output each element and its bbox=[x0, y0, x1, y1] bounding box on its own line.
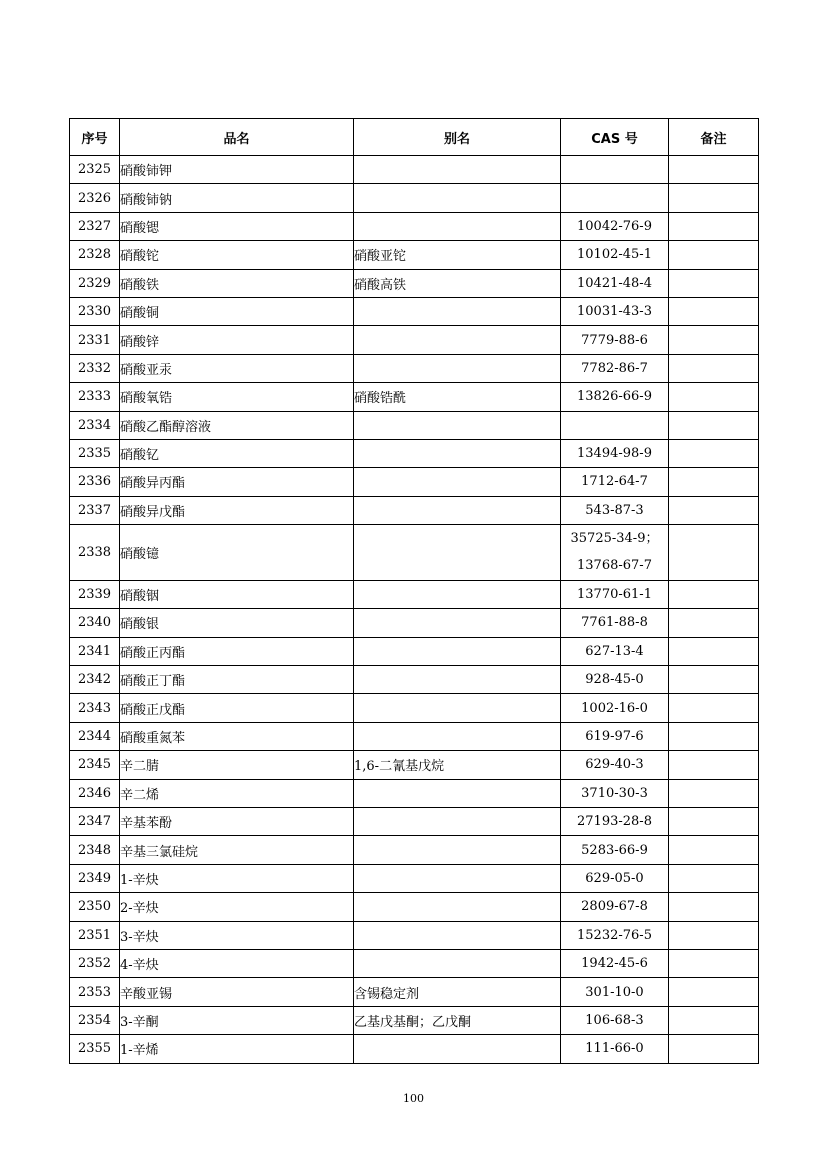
table-row bbox=[70, 779, 759, 807]
cell-alias: 硝酸锆酰 bbox=[354, 383, 561, 411]
cell-name: 硝酸银 bbox=[120, 609, 354, 637]
cell-alias bbox=[354, 1035, 561, 1063]
cell-no: 2338 bbox=[70, 525, 120, 581]
cell-name: 辛基三氯硅烷 bbox=[120, 836, 354, 864]
cell-alias bbox=[354, 609, 561, 637]
cell-cas bbox=[561, 326, 669, 354]
table-row bbox=[70, 722, 759, 750]
cell-cas bbox=[561, 779, 669, 807]
header-no: 序号 bbox=[70, 119, 120, 156]
cell-cas bbox=[561, 893, 669, 921]
cell-cas bbox=[561, 496, 669, 524]
cell-note bbox=[669, 184, 759, 212]
cell-note bbox=[669, 297, 759, 325]
cell-no: 2353 bbox=[70, 978, 120, 1006]
cell-name: 硝酸铈钾 bbox=[120, 156, 354, 184]
cell-name: 硝酸正戊酯 bbox=[120, 694, 354, 722]
cell-no: 2339 bbox=[70, 580, 120, 608]
cell-name: 辛二腈 bbox=[120, 751, 354, 779]
cell-name: 2-辛炔 bbox=[120, 893, 354, 921]
header-note: 备注 bbox=[669, 119, 759, 156]
cell-alias: 硝酸亚铊 bbox=[354, 241, 561, 269]
table-row bbox=[70, 808, 759, 836]
cell-alias bbox=[354, 722, 561, 750]
cas-number: 2809-67-8 bbox=[581, 899, 648, 915]
cas-number: 629-05-0 bbox=[585, 870, 644, 886]
cell-cas bbox=[561, 609, 669, 637]
cell-note bbox=[669, 354, 759, 382]
cas-number: 27193-28-8 bbox=[577, 814, 652, 830]
cell-cas bbox=[561, 354, 669, 382]
cell-cas bbox=[561, 694, 669, 722]
cell-no: 2325 bbox=[70, 156, 120, 184]
cell-alias bbox=[354, 297, 561, 325]
cell-cas bbox=[561, 241, 669, 269]
cas-number: 13826-66-9 bbox=[577, 389, 652, 405]
cas-number: 543-87-3 bbox=[585, 502, 644, 518]
cell-cas bbox=[561, 808, 669, 836]
table-row bbox=[70, 893, 759, 921]
cas-number: 1942-45-6 bbox=[581, 956, 648, 972]
cell-cas bbox=[561, 383, 669, 411]
cell-name: 硝酸氧锆 bbox=[120, 383, 354, 411]
cell-no: 2330 bbox=[70, 297, 120, 325]
cell-name: 硝酸亚汞 bbox=[120, 354, 354, 382]
cell-no: 2355 bbox=[70, 1035, 120, 1063]
cell-note bbox=[669, 893, 759, 921]
table-row bbox=[70, 751, 759, 779]
cell-no: 2354 bbox=[70, 1006, 120, 1034]
table-row bbox=[70, 637, 759, 665]
cas-number: 301-10-0 bbox=[585, 984, 644, 1000]
cell-name: 硝酸铁 bbox=[120, 269, 354, 297]
table-body bbox=[70, 156, 759, 1064]
table-row bbox=[70, 666, 759, 694]
cell-name: 硝酸异戊酯 bbox=[120, 496, 354, 524]
cell-alias bbox=[354, 694, 561, 722]
cell-note bbox=[669, 609, 759, 637]
cell-note bbox=[669, 666, 759, 694]
cas-number: 1002-16-0 bbox=[581, 700, 648, 716]
cell-cas bbox=[561, 836, 669, 864]
cell-alias bbox=[354, 637, 561, 665]
cell-cas bbox=[561, 468, 669, 496]
cell-cas bbox=[561, 212, 669, 240]
cell-note bbox=[669, 580, 759, 608]
cas-number: 619-97-6 bbox=[585, 729, 644, 745]
cell-note bbox=[669, 411, 759, 439]
cas-number: 10031-43-3 bbox=[577, 304, 652, 320]
cell-name: 辛二烯 bbox=[120, 779, 354, 807]
cas-number: 7782-86-7 bbox=[581, 360, 648, 376]
cell-no: 2340 bbox=[70, 609, 120, 637]
cell-name: 辛基苯酚 bbox=[120, 808, 354, 836]
cell-no: 2332 bbox=[70, 354, 120, 382]
cell-cas bbox=[561, 297, 669, 325]
cell-alias bbox=[354, 779, 561, 807]
table-row bbox=[70, 921, 759, 949]
cell-alias bbox=[354, 411, 561, 439]
table-row bbox=[70, 241, 759, 269]
cell-alias bbox=[354, 864, 561, 892]
cell-name: 硝酸钇 bbox=[120, 439, 354, 467]
cell-note bbox=[669, 694, 759, 722]
cas-number: 627-13-4 bbox=[585, 643, 644, 659]
cell-no: 2331 bbox=[70, 326, 120, 354]
header-alias: 别名 bbox=[354, 119, 561, 156]
cas-number: 15232-76-5 bbox=[577, 927, 652, 943]
cell-cas bbox=[561, 184, 669, 212]
table-row bbox=[70, 184, 759, 212]
cell-note bbox=[669, 836, 759, 864]
cell-note bbox=[669, 468, 759, 496]
cell-cas bbox=[561, 666, 669, 694]
cell-name: 硝酸镱 bbox=[120, 525, 354, 581]
cell-cas bbox=[561, 156, 669, 184]
cell-note bbox=[669, 525, 759, 581]
cas-number: 13768-67-7 bbox=[577, 558, 652, 574]
cell-name: 硝酸重氮苯 bbox=[120, 722, 354, 750]
cell-note bbox=[669, 751, 759, 779]
cell-no: 2347 bbox=[70, 808, 120, 836]
cell-no: 2346 bbox=[70, 779, 120, 807]
cell-note bbox=[669, 241, 759, 269]
cell-alias bbox=[354, 212, 561, 240]
cell-note bbox=[669, 978, 759, 1006]
cas-number: 35725-34-9； bbox=[570, 531, 659, 547]
cell-no: 2349 bbox=[70, 864, 120, 892]
table-row bbox=[70, 354, 759, 382]
cell-name: 硝酸铊 bbox=[120, 241, 354, 269]
table-row bbox=[70, 1006, 759, 1034]
table-row bbox=[70, 439, 759, 467]
cell-note bbox=[669, 1035, 759, 1063]
cell-cas bbox=[561, 525, 669, 581]
cell-cas bbox=[561, 978, 669, 1006]
cell-no: 2326 bbox=[70, 184, 120, 212]
cell-alias bbox=[354, 184, 561, 212]
table-row bbox=[70, 411, 759, 439]
cell-note bbox=[669, 637, 759, 665]
cas-number: 10421-48-4 bbox=[577, 275, 652, 291]
cell-no: 2329 bbox=[70, 269, 120, 297]
cell-no: 2333 bbox=[70, 383, 120, 411]
cell-name: 4-辛炔 bbox=[120, 949, 354, 977]
cell-cas bbox=[561, 864, 669, 892]
table-row bbox=[70, 156, 759, 184]
cas-number: 3710-30-3 bbox=[581, 785, 648, 801]
cell-alias: 含锡稳定剂 bbox=[354, 978, 561, 1006]
table-header bbox=[70, 119, 759, 156]
cell-name: 硝酸铈钠 bbox=[120, 184, 354, 212]
table-row bbox=[70, 609, 759, 637]
cell-no: 2327 bbox=[70, 212, 120, 240]
table-row bbox=[70, 212, 759, 240]
table-row bbox=[70, 383, 759, 411]
cell-no: 2335 bbox=[70, 439, 120, 467]
table-row bbox=[70, 1035, 759, 1063]
cas-number: 928-45-0 bbox=[585, 672, 644, 688]
header-name: 品名 bbox=[120, 119, 354, 156]
cell-no: 2328 bbox=[70, 241, 120, 269]
cell-no: 2336 bbox=[70, 468, 120, 496]
cas-number: 13494-98-9 bbox=[577, 446, 652, 462]
table-row bbox=[70, 525, 759, 581]
cell-note bbox=[669, 326, 759, 354]
cell-no: 2334 bbox=[70, 411, 120, 439]
header-row bbox=[70, 119, 759, 156]
cell-no: 2352 bbox=[70, 949, 120, 977]
cell-note bbox=[669, 1006, 759, 1034]
cell-no: 2350 bbox=[70, 893, 120, 921]
table-row bbox=[70, 836, 759, 864]
cell-note bbox=[669, 212, 759, 240]
cell-alias bbox=[354, 921, 561, 949]
cell-alias bbox=[354, 354, 561, 382]
cas-number: 10102-45-1 bbox=[577, 247, 652, 263]
cas-number: 1712-64-7 bbox=[581, 474, 648, 490]
table-row bbox=[70, 297, 759, 325]
cell-name: 1-辛炔 bbox=[120, 864, 354, 892]
cell-name: 硝酸异丙酯 bbox=[120, 468, 354, 496]
cas-number: 111-66-0 bbox=[585, 1041, 644, 1057]
cell-cas bbox=[561, 1006, 669, 1034]
cell-note bbox=[669, 949, 759, 977]
cell-alias bbox=[354, 525, 561, 581]
cell-note bbox=[669, 808, 759, 836]
cell-name: 3-辛炔 bbox=[120, 921, 354, 949]
cell-note bbox=[669, 439, 759, 467]
cell-cas bbox=[561, 722, 669, 750]
cell-cas bbox=[561, 1035, 669, 1063]
cell-alias bbox=[354, 893, 561, 921]
cas-number: 10042-76-9 bbox=[577, 218, 652, 234]
cell-alias bbox=[354, 808, 561, 836]
cell-alias bbox=[354, 156, 561, 184]
cell-cas bbox=[561, 949, 669, 977]
cell-name: 硝酸正丁酯 bbox=[120, 666, 354, 694]
cell-name: 硝酸铟 bbox=[120, 580, 354, 608]
cell-note bbox=[669, 921, 759, 949]
cell-cas bbox=[561, 269, 669, 297]
cell-note bbox=[669, 269, 759, 297]
chemical-table bbox=[69, 118, 759, 1064]
page-number: 100 bbox=[403, 1092, 424, 1105]
cell-name: 硝酸锌 bbox=[120, 326, 354, 354]
cell-cas bbox=[561, 637, 669, 665]
cell-no: 2344 bbox=[70, 722, 120, 750]
cell-alias bbox=[354, 439, 561, 467]
cell-name: 硝酸正丙酯 bbox=[120, 637, 354, 665]
cell-note bbox=[669, 383, 759, 411]
cell-no: 2345 bbox=[70, 751, 120, 779]
table-row bbox=[70, 694, 759, 722]
cell-alias bbox=[354, 468, 561, 496]
cell-cas bbox=[561, 411, 669, 439]
cell-note bbox=[669, 496, 759, 524]
cell-note bbox=[669, 722, 759, 750]
cell-alias bbox=[354, 836, 561, 864]
cell-alias: 硝酸高铁 bbox=[354, 269, 561, 297]
cell-alias: 乙基戊基酮；乙戊酮 bbox=[354, 1006, 561, 1034]
cell-alias bbox=[354, 666, 561, 694]
cell-cas bbox=[561, 751, 669, 779]
cell-cas bbox=[561, 921, 669, 949]
cas-number: 7779-88-6 bbox=[581, 332, 648, 348]
cell-name: 1-辛烯 bbox=[120, 1035, 354, 1063]
cas-number: 629-40-3 bbox=[585, 757, 644, 773]
table-row bbox=[70, 269, 759, 297]
table-row bbox=[70, 580, 759, 608]
cell-name: 硝酸铜 bbox=[120, 297, 354, 325]
cell-note bbox=[669, 864, 759, 892]
cell-cas bbox=[561, 580, 669, 608]
cell-alias bbox=[354, 949, 561, 977]
cell-no: 2351 bbox=[70, 921, 120, 949]
cell-alias: 1,6-二氰基戊烷 bbox=[354, 751, 561, 779]
table-row bbox=[70, 496, 759, 524]
cell-name: 3-辛酮 bbox=[120, 1006, 354, 1034]
cell-note bbox=[669, 779, 759, 807]
cas-number: 5283-66-9 bbox=[581, 842, 648, 858]
cell-no: 2348 bbox=[70, 836, 120, 864]
cell-name: 辛酸亚锡 bbox=[120, 978, 354, 1006]
cell-cas bbox=[561, 439, 669, 467]
table-row bbox=[70, 864, 759, 892]
cell-alias bbox=[354, 326, 561, 354]
table-row bbox=[70, 949, 759, 977]
cell-note bbox=[669, 156, 759, 184]
cell-no: 2337 bbox=[70, 496, 120, 524]
table-row bbox=[70, 468, 759, 496]
cell-alias bbox=[354, 496, 561, 524]
table-row bbox=[70, 326, 759, 354]
cell-no: 2342 bbox=[70, 666, 120, 694]
header-cas: CAS 号 bbox=[561, 119, 669, 156]
cas-number: 13770-61-1 bbox=[577, 587, 652, 603]
cell-alias bbox=[354, 580, 561, 608]
table-row bbox=[70, 978, 759, 1006]
cell-no: 2341 bbox=[70, 637, 120, 665]
cas-number: 7761-88-8 bbox=[581, 615, 648, 631]
cas-number: 106-68-3 bbox=[585, 1012, 644, 1028]
cell-name: 硝酸锶 bbox=[120, 212, 354, 240]
cell-no: 2343 bbox=[70, 694, 120, 722]
cell-name: 硝酸乙酯醇溶液 bbox=[120, 411, 354, 439]
